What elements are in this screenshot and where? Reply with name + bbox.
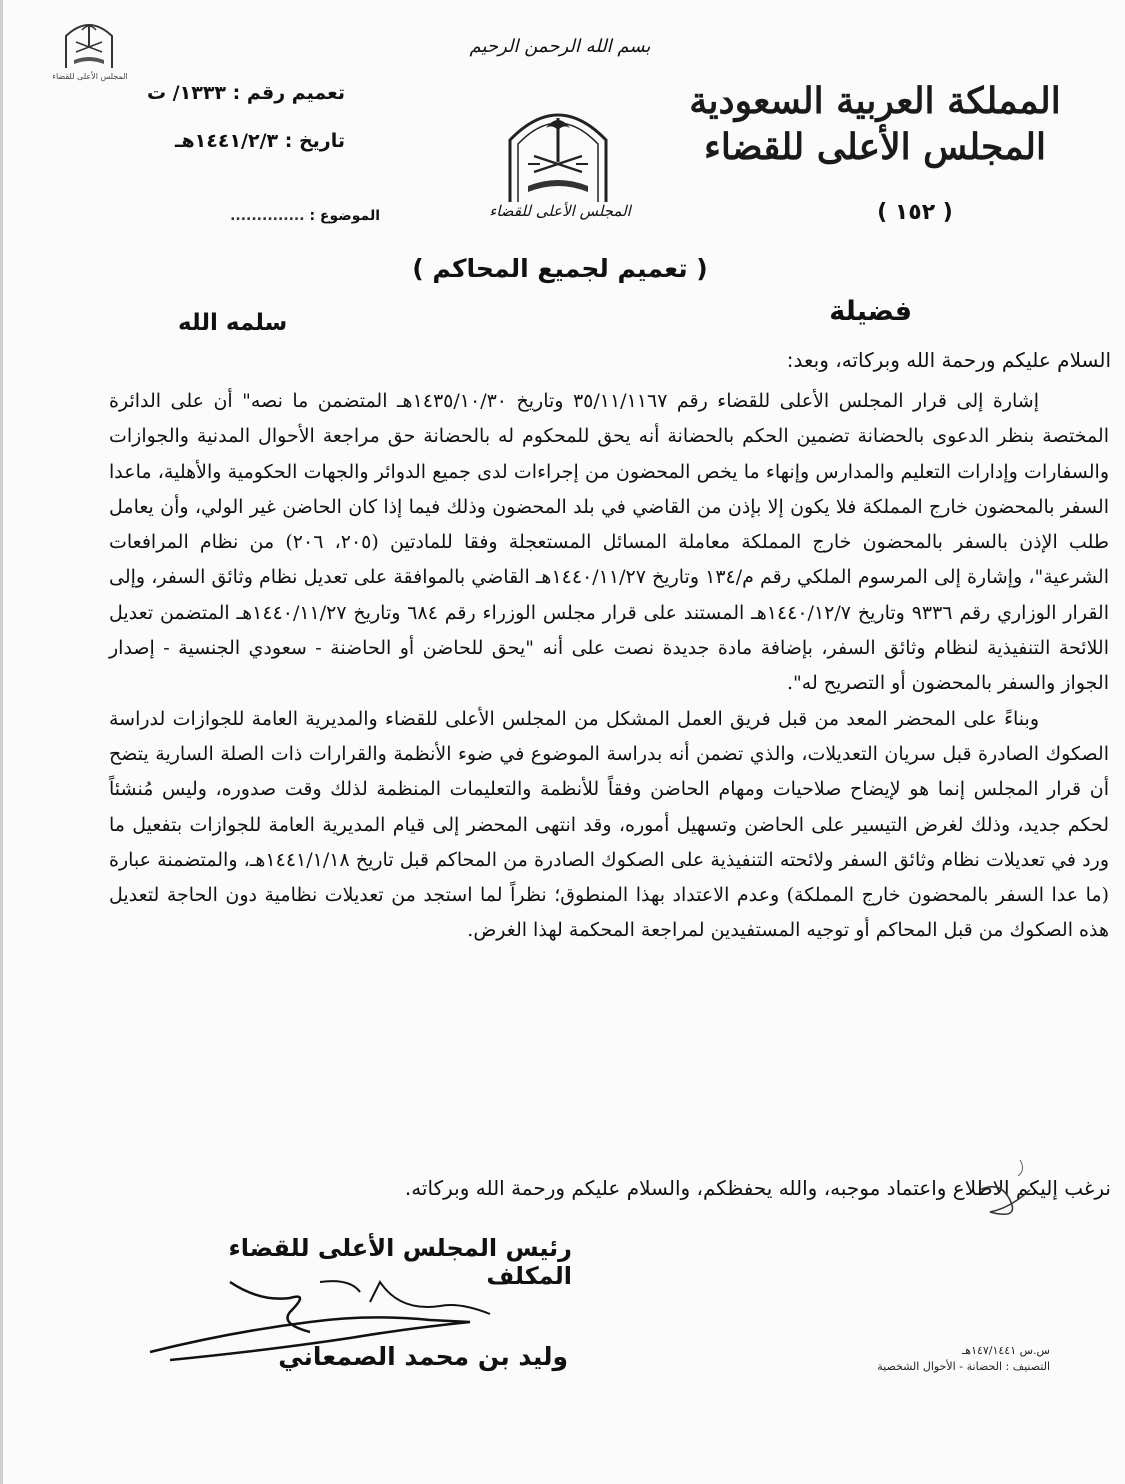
subject-label: الموضوع : [309, 208, 380, 224]
circular-number [45, 82, 345, 104]
subject-value: .............. [230, 208, 305, 224]
letter-body [109, 384, 1109, 949]
council-emblem-caption: المجلس الأعلى للقضاء [489, 202, 631, 220]
closing-text: نرغب إليكم الاطلاع واعتماد موجبه، والله يحفظكم، والسلام عليكم ورحمة الله وبركاته. [404, 1176, 1111, 1200]
kingdom-name: المملكة العربية السعودية [689, 80, 1061, 122]
salutation: سلمه الله [178, 310, 288, 336]
body-paragraph-2: وبناءً على المحضر المعد من قبل فريق العمل المشكل من المجلس الأعلى للقضاء والمديرية العامة للجوازات لدراسة الصكوك الصادرة قبل سريان التعديلات، والذي تضمن أنه بدراسة الموضوع في ضوء الأنظمة والقرارات ذات الصلة السارية يتضح أن قرار المجلس إنما هو لإيضاح صلاحيات ومهام الحاضن وفقاً للأنظمة والتعليمات المنظمة لذلك وقت صدوره، وليس مُنشئاً لحكم جديد، وذلك لغرض التيسير على الحاضن وتسهيل أموره، وقد انتهى المحضر إلى قيام المديرية العامة للجوازات بتفعيل ما ورد في تعديلات نظام وثائق السفر ولائحته التنفيذية على الصكوك الصادرة من المحاكم قبل تاريخ ١٤٤١/١/١٨هـ، والمتضمنة عبارة (ما عدا السفر بالمحضون خارج المملكة) وعدم الاعتداد بهذا المنطوق؛ نظراً لما استجد من تعديلات نظامية دون الحاجة لتعديل هذه الصكوك من قبل المحاكم أو توجيه المستفيدين لمراجعة المحكمة لهذا الغرض. [109, 707, 1109, 942]
signer-name: وليد بن محمد الصمعاني [278, 1342, 568, 1371]
greeting: السلام عليكم ورحمة الله وبركاته، وبعد: [786, 348, 1111, 372]
footer-classification: التصنيف : الحضانة - الأحوال الشخصية [877, 1360, 1050, 1373]
basmala: بسم الله الرحمن الرحيم [469, 36, 651, 57]
council-name: المجلس الأعلى للقضاء [703, 126, 1047, 168]
letterhead-title [685, 78, 1065, 170]
circular-number-label: تعميم رقم : [232, 82, 345, 104]
addressee: فضيلة [829, 296, 912, 327]
page-number: ( ١٥٢ ) [877, 200, 953, 225]
footer-reference: س.س ١٤٧/١٤٤١هـ [962, 1344, 1050, 1357]
circular-date-value: ١٤٤١/٢/٣هـ [174, 130, 279, 152]
initials-mark-icon [970, 1150, 1040, 1230]
circular-date-label: تاريخ : [284, 130, 345, 152]
corner-emblem-caption: المجلس الأعلى للقضاء [52, 72, 128, 81]
subject-line [220, 208, 380, 224]
signer-title: رئيس المجلس الأعلى للقضاء المكلف [228, 1234, 572, 1290]
circular-number-value: ١٣٣٣/ ت [146, 82, 227, 104]
circular-date [45, 130, 345, 152]
corner-emblem-icon [58, 12, 120, 74]
body-paragraph-1: إشارة إلى قرار المجلس الأعلى للقضاء رقم ٣٥/١١/١١٦٧ وتاريخ ١٤٣٥/١٠/٣٠هـ المتضمن ما نصه" أن على الدائرة المختصة بنظر الدعوى بالحضانة تضمين الحكم بالحضانة أنه يحق للمحكوم له بالحضانة حق مراجعة الأحوال المدنية والجوازات والسفارات وإدارات التعليم والمدارس وإنهاء ما يخص المحضون من إجراءات لدى جميع الدوائر والجهات الحكومية والأهلية، ماعدا السفر بالمحضون خارج المملكة فلا يكون إلا بإذن من القاضي في بلد المحضون وذلك فيما إذا كان الحاضن غير الولي، وأن يعامل طلب الإذن بالسفر بالمحضون خارج المملكة معاملة المسائل المستعجلة وفقا للمادتين (٢٠٥، ٢٠٦) من نظام المرافعات الشرعية"، وإشارة إلى المرسوم الملكي رقم م/١٣٤ وتاريخ ١٤٤٠/١١/٢٧هـ القاضي بالموافقة على تعديل نظام وثائق السفر، وإلى القرار الوزاري رقم ٩٣٣٦ وتاريخ ١٤٤٠/١٢/٧هـ المستند على قرار مجلس الوزراء رقم ٦٨٤ وتاريخ ١٤٤٠/١١/٢٧هـ المتضمن تعديل اللائحة التنفيذية لنظام وثائق السفر، بإضافة مادة جديدة نصت على أنه "يحق للحاضن أو الحاضنة - سعودي الجنسية - إصدار الجواز والسفر بالمحضون أو التصريح له". [109, 390, 1110, 695]
circular-title: ( تعميم لجميع المحاكم ) [412, 254, 708, 283]
